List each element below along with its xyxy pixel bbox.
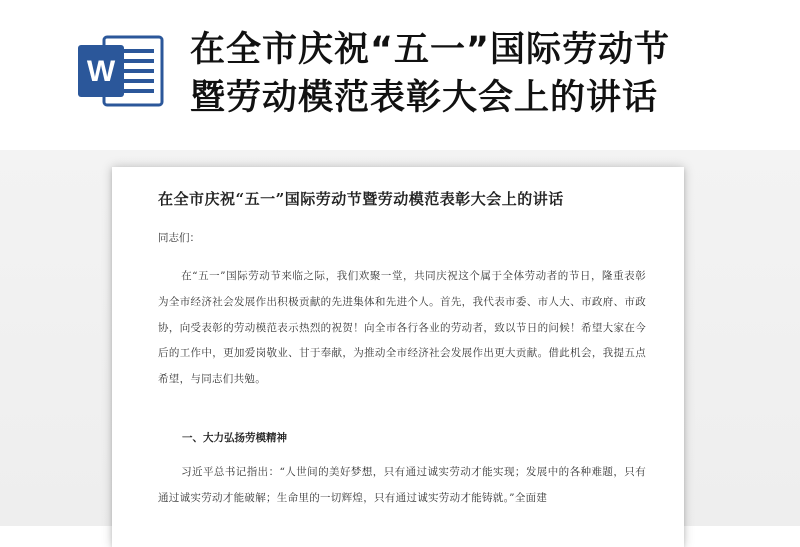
document-page bbox=[112, 167, 684, 547]
page-title-line-2: 暨劳动模范表彰大会上的讲话 bbox=[190, 78, 659, 118]
page-title-line-1: 在全市庆祝“五一”国际劳动节 bbox=[190, 30, 671, 70]
document-title: 在全市庆祝“五一”国际劳动节暨劳动模范表彰大会上的讲话 bbox=[158, 190, 564, 208]
document-paragraph-2: 习近平总书记指出：“人世间的美好梦想，只有通过诚实劳动才能实现；发展中的各种难题，只有通过诚实劳动才能破解；生命里的一切辉煌，只有通过诚实劳动才能铸就。”全面建 bbox=[158, 466, 646, 504]
word-icon-letter: W bbox=[86, 55, 116, 88]
document-paragraph-1: 在“五一”国际劳动节来临之际，我们欢聚一堂，共同庆祝这个属于全体劳动者的节日，隆重表彰为全市经济社会发展作出积极贡献的先进集体和先进个人。首先，我代表市委、市人大、市政府、市政协，向受表彰的劳动模范表示热烈的祝贺！向全市各行各业的劳动者，致以节日的问候！希望大家在今后的工作中，更加爱岗敬业、甘于奉献，为推动全市经济社会发展作出更大贡献。借此机会，我提五点希望，与同志们共勉。 bbox=[158, 270, 646, 386]
document-salutation: 同志们： bbox=[158, 232, 200, 244]
header-banner bbox=[0, 0, 800, 150]
document-heading-1: 一、大力弘扬劳模精神 bbox=[182, 432, 287, 444]
page-title bbox=[190, 26, 790, 122]
word-icon bbox=[76, 31, 168, 111]
